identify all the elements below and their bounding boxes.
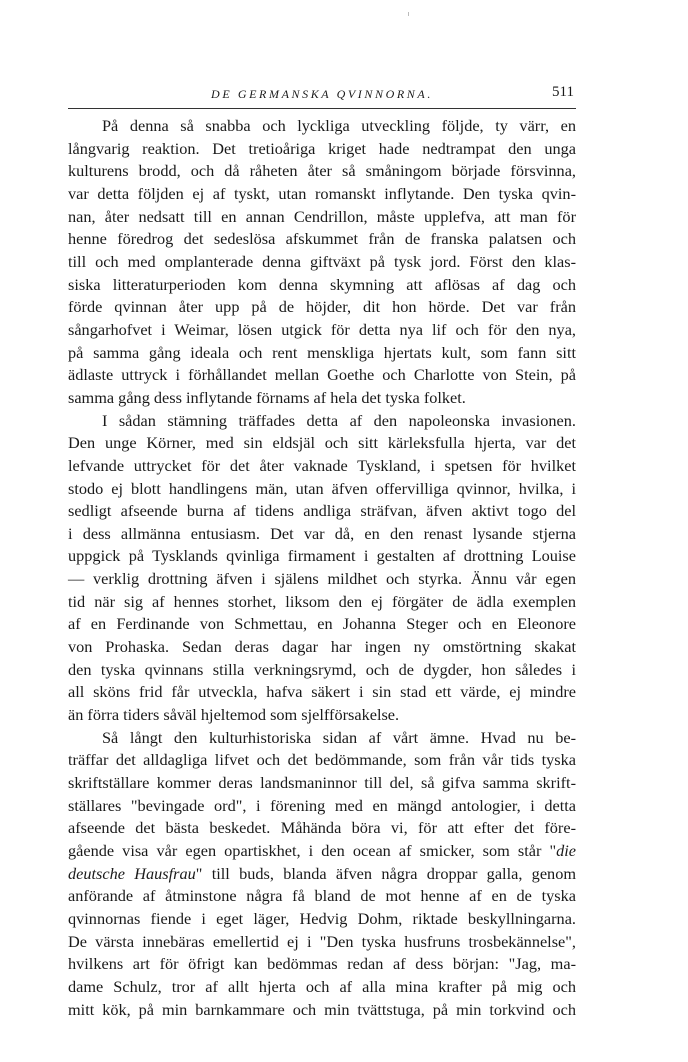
text-line: Så långt den kulturhistoriska sidan af vårt ämne. Hvad nu be- [102,727,576,747]
italic-phrase: deutsche Hausfrau [68,863,196,883]
text-line: hvilkens art för öfrigt kan bedömmas redan af dess början: "Jag, ma- [68,954,576,974]
text-line: dame Schulz, tror af allt hjerta och af alla mina krafter på mig och [68,976,576,996]
text-line: I sådan stämning träffades detta af den napoleonska invasionen. [102,410,576,430]
text-line: ställares "bevingade ord", i förening med en mängd antologier, i detta [68,795,576,815]
text-line: henne föredrog det sedeslösa afskummet från de franska palatsen och [68,229,576,249]
running-title: DE GERMANSKA QVINNORNA. [211,87,433,101]
text-line: all sköns frid får utveckla, hafva säkert i sin stad ett värde, ej mindre [68,682,576,702]
line-text-rest: " till buds, blanda äfven några droppar galla, genom [195,863,576,883]
text-line: lefvande uttrycket för det åter vaknade Tyskland, i spetsen för hvilket [68,455,576,475]
text-line: tid när sig af hennes storhet, liksom den ej förgäter de ädla exemplen [68,591,576,611]
text-line: på samma gång ideala och rent menskliga hjertats kult, som fann sitt [68,342,576,362]
text-line: var detta följden ej af tyskt, utan romanskt inflytande. Den tyska qvin- [68,183,576,203]
text-line: träffar det alldagliga lifvet och det bedömmande, som från vår tids tyska [68,750,576,770]
text-line: Den unge Körner, med sin eldsjäl och sitt kärleksfulla hjerta, var det [68,433,576,453]
text-line: De värsta innebäras emellertid ej i "Den tyska husfruns trosbekännelse", [68,931,576,951]
text-line: långvarig reaktion. Det tretioåriga kriget hade nedtrampat den unga [68,138,576,158]
line-text: gående visa vår egen opartiskhet, i den ocean af smicker, som står " [68,841,557,860]
text-line: von Prohaska. Sedan deras dagar har ingen ny omstörtning skakat [68,637,576,657]
text-line: samma gång dess inflytande förnams af hela det tyska folket. [68,387,466,407]
text-line: ädlaste uttryck i förhållandet mellan Goethe och Charlotte von Stein, på [68,365,576,385]
text-line: uppgick på Tysklands qvinliga firmament i gestalten af drottning Louise [68,546,576,566]
text-line: än förra tiders såväl hjeltemod som sjelfförsakelse. [68,705,400,725]
italic-word: die [556,841,576,860]
text-line: stodo ej blott handlingens män, utan äfven offervilliga qvinnor, hvilka, i [68,478,576,498]
scan-mark [408,12,409,16]
body-text [68,115,576,1021]
text-line: till och med omplanterade denna giftväxt på tysk jord. Först den klas- [68,251,576,271]
page-header [68,86,576,109]
text-line: den tyska qvinnans stilla verkningsrymd, och de dygder, hon således i [68,659,576,679]
text-line: — verklig drottning äfven i själens mildhet och styrka. Ännu vår egen [68,569,576,589]
text-line: siska litteraturperioden kom denna skymning att aflösas af dag och [68,274,576,294]
text-line: i dess allmänna entusiasm. Det var då, en den renast lysande stjerna [68,523,576,543]
text-line: af en Ferdinande von Schmettau, en Johanna Steger och en Eleonore [68,614,576,634]
page-number: 511 [552,84,574,100]
text-line-with-italic [68,863,576,886]
text-line: förde qvinnan åter upp på de höjder, dit hon hörde. Det var från [68,297,576,317]
text-line: skriftställare kommer deras landsmaninnor till del, så gifva samma skrift- [68,773,576,793]
text-line: anförande af åtminstone några få bland de mot henne af en de tyska [68,886,576,906]
text-line: afseende det bästa beskedet. Måhända böra vi, för att efter det före- [68,818,576,838]
text-line: kulturens brodd, och då råheten åter så småningom började försvinna, [68,161,576,181]
text-line: qvinnornas fiende i eget läger, Hedvig Dohm, riktade beskyllningarna. [68,908,576,928]
text-line: sångarhofvet i Weimar, lösen utgick för detta nya lif och för den nya, [68,319,576,339]
text-line: nan, åter nedsatt till en annan Cendrillon, måste upplefva, att man för [68,206,576,226]
text-line: mitt kök, på min barnkammare och min tvättstuga, på min torkvind och [68,999,576,1019]
text-line: På denna så snabba och lyckliga utveckling följde, ty värr, en [102,116,576,135]
text-line-with-italic [68,840,576,863]
text-line: sedligt afseende burna af tidens andliga sträfvan, äfven aktivt togo del [68,501,576,521]
